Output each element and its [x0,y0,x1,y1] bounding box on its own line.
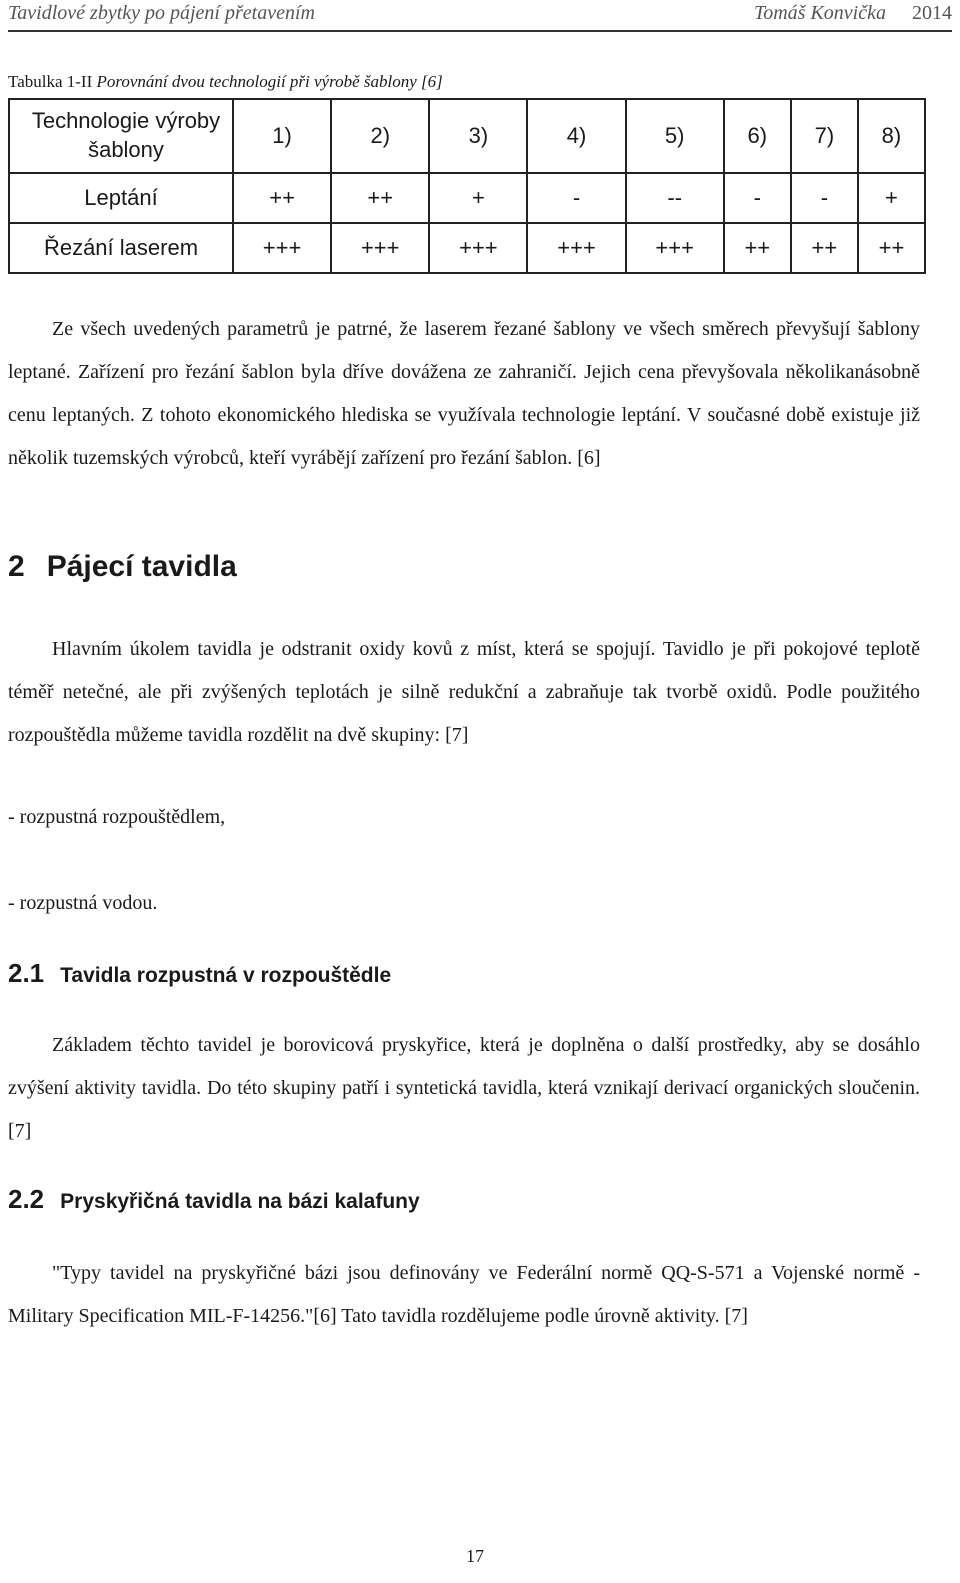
section-number: 2 [8,550,25,583]
header-title: Tavidlové zbytky po pájení přetavením [8,2,315,24]
body-paragraph [8,1252,920,1338]
subsection-number: 2.2 [8,1184,45,1214]
page-number: 17 [466,1546,484,1566]
table-cell: ++ [791,223,858,273]
caption-description: Porovnání dvou technologií při výrobě šablony [6] [96,72,443,91]
table-column-header: 5) [626,99,724,173]
table-row [9,173,925,223]
section-title: Pájecí tavidla [46,550,237,583]
table-cell: ++ [233,173,331,223]
header-right [754,2,952,25]
table-column-header: 4) [527,99,625,173]
table-column-header: 1) [233,99,331,173]
table-cell: ++ [331,173,429,223]
caption-label: Tabulka 1-II [8,72,93,91]
table-cell: - [791,173,858,223]
paragraph-text: Ze všech uvedených parametrů je patrné, že laserem řezané šablony ve všech směrech převyšují šablony leptané. Zařízení pro řezání šablon byla dříve dovážena ze zahraničí. Jejich cena převyšovala několikanásobně cenu leptaných. Z tohoto ekonomického hlediska se využívala technologie leptání. V současné době existuje již několik tuzemských výrobců, kteří vyrábějí zařízení pro řezání šablon. [6] [8,318,920,469]
table-caption [8,72,443,92]
table-row-label: Leptání [9,173,233,223]
table-cell: -- [626,173,724,223]
table-cell: +++ [527,223,625,273]
header-year: 2014 [912,2,952,24]
list-item: - rozpustná rozpouštědlem, [8,806,226,828]
subsection-title: Pryskyřičná tavidla na bázi kalafuny [60,1190,420,1213]
table-column-header: 3) [429,99,527,173]
table-cell: ++ [858,223,925,273]
table-cell: +++ [626,223,724,273]
table-cell: ++ [724,223,791,273]
header-author: Tomáš Konvička [753,2,886,24]
body-paragraph [8,1024,920,1153]
paragraph-text: Základem těchto tavidel je borovicová pryskyřice, která je doplněna o další prostředky, aby se dosáhlo zvýšení aktivity tavidla. Do této skupiny patří i syntetická tavidla, která vznikají derivací organických sloučenin. [7] [8,1034,920,1142]
table-header-row [9,99,925,173]
subsection-title: Tavidla rozpustná v rozpouštědle [60,964,392,987]
table-column-header: 2) [331,99,429,173]
subsection-heading [8,1184,420,1215]
table-column-header: 8) [858,99,925,173]
list-item: - rozpustná vodou. [8,892,158,914]
table-row [9,223,925,273]
table-column-header: 7) [791,99,858,173]
table-cell: - [724,173,791,223]
table-row-label: Řezání laserem [9,223,233,273]
table-cell: + [429,173,527,223]
table-cell: +++ [429,223,527,273]
table-cell: +++ [233,223,331,273]
table-cell: +++ [331,223,429,273]
page-header [8,0,952,32]
comparison-table [8,98,926,274]
subsection-number: 2.1 [8,958,45,988]
paragraph-text: "Typy tavidel na pryskyřičné bázi jsou definovány ve Federální normě QQ-S-571 a Vojenské normě - Military Specification MIL-F-14256."[6] Tato tavidla rozdělujeme podle úrovně aktivity. [7] [8,1262,920,1327]
table-cell: + [858,173,925,223]
body-paragraph [8,308,920,480]
table-header-label: Technologie výroby šablony [9,99,233,173]
paragraph-text: Hlavním úkolem tavidla je odstranit oxidy kovů z míst, která se spojují. Tavidlo je při pokojové teplotě téměř netečné, ale při zvýšených teplotách je silně redukční a zabraňuje tak tvorbě oxidů. Podle použitého rozpouštědla můžeme tavidla rozdělit na dvě skupiny: [7] [8,638,920,746]
table-cell: - [527,173,625,223]
section-heading [8,550,237,584]
subsection-heading [8,958,391,989]
table-column-header: 6) [724,99,791,173]
body-paragraph [8,628,920,757]
